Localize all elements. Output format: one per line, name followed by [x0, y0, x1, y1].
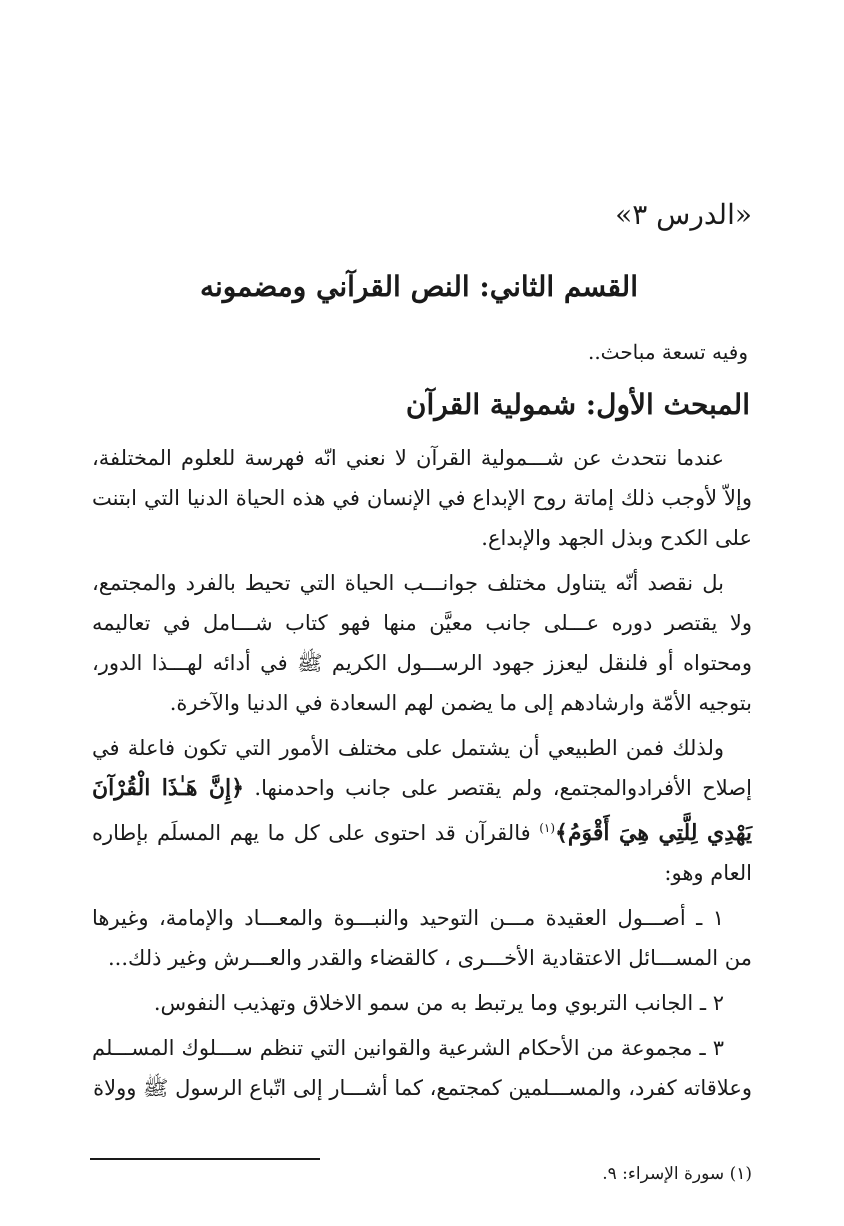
section-title: القسم الثاني: النص القرآني ومضمونه [200, 270, 638, 303]
intro-line: وفيه تسعة مباحث.. [587, 340, 748, 364]
body-text [92, 438, 752, 1113]
list-item-1: ١ ـ أصـــول العقيدة مـــن التوحيد والنبـــوة والمعـــاد والإمامة، وغيرها من المســـائل الاعتقادية الأخـــرى ، كالقضاء والقدر والعـــرش وغير ذلك... [92, 906, 752, 970]
paragraph-3-text: ولذلك فمن الطبيعي أن يشتمل على مختلف الأمور التي تكون فاعلة في إصلاح الأفرادوالمجتمع، ولم يقتصر على جانب واحدمنها. [92, 736, 752, 800]
footnote-ref: (١) [539, 821, 556, 835]
topic-title: المبحث الأول: شمولية القرآن [405, 388, 750, 421]
list-item-3: ٣ ـ مجموعة من الأحكام الشرعية والقوانين التي تنظم ســـلوك المســـلم وعلاقاته كفرد، والمســـلمين كمجتمع، كما أشـــار إلى اتّباع الرسول ﷺ وولاة [92, 1036, 752, 1100]
paragraph-2: بل نقصد أنّه يتناول مختلف جوانـــب الحياة التي تحيط بالفرد والمجتمع، ولا يقتصر دوره عـــلى جانب معيَّن منها فهو كتاب شـــامل في تعاليمه ومحتواه أو فلنقل ليعزز جهود الرســـول الكريم ﷺ في أدائه لهـــذا الدور، بتوجيه الأمّة وارشادهم إلى ما يضمن لهم السعادة في الدنيا والآخرة. [92, 571, 752, 715]
lesson-label: «الدرس ٣» [615, 198, 752, 231]
paragraph-1: عندما نتحدث عن شـــمولية القرآن لا نعني انّه فهرسة للعلوم المختلفة، وإلاّ لأوجب ذلك إماتة روح الإبداع في الإنسان في هذه الحياة الدنيا التي ابتنت على الكدح وبذل الجهد والإبداع. [92, 446, 752, 550]
quran-verse: ﴿إِنَّ هَـٰذَا الْقُرْآنَ يَهْدِي لِلَّتِي هِيَ أَقْوَمُ﴾ [92, 775, 753, 846]
footnote: (١) سورة الإسراء: ٩. [602, 1164, 752, 1184]
footnote-divider [90, 1158, 320, 1160]
paragraph-3 [92, 728, 752, 893]
list-item-2: ٢ ـ الجانب التربوي وما يرتبط به من سمو الاخلاق وتهذيب النفوس. [153, 991, 724, 1015]
paragraph-3-continuation: فالقرآن قد احتوى على كل ما يهم المسلَم بإطاره العام وهو: [92, 821, 752, 885]
